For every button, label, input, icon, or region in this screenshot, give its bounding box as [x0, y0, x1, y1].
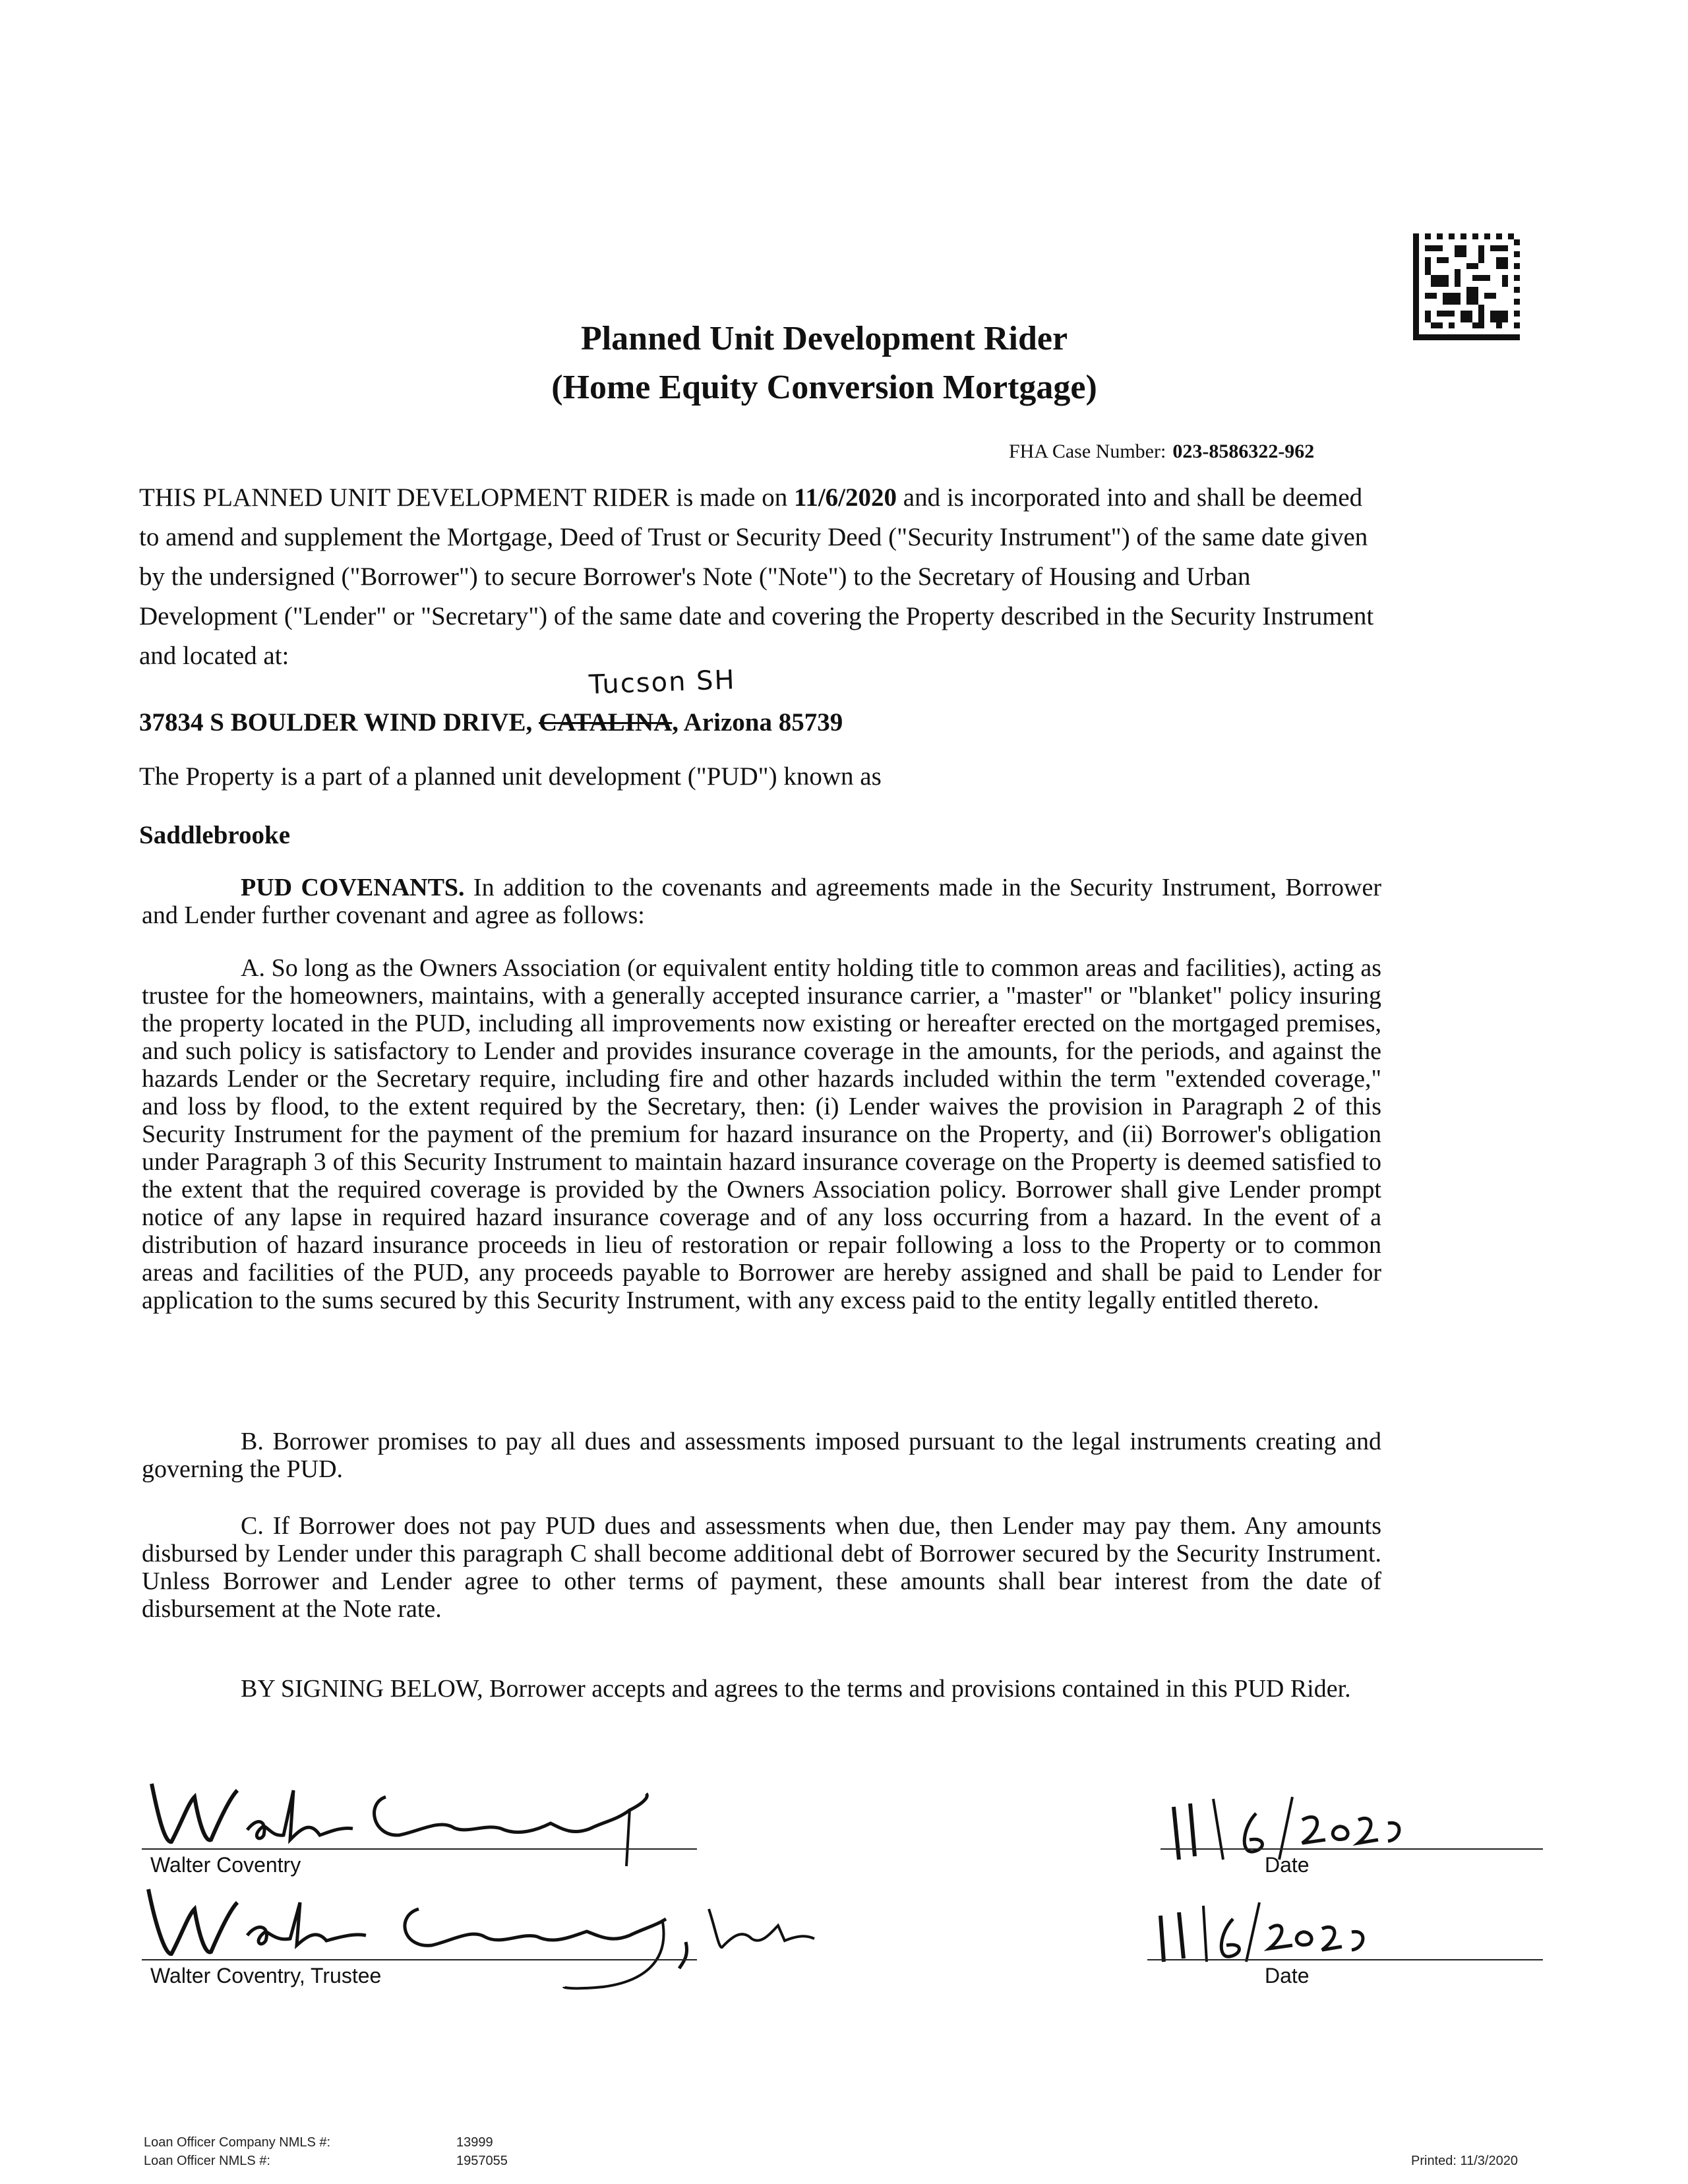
- covenant-b: B. Borrower promises to pay all dues and assessments imposed pursuant to the legal instruments creating and governing the PUD.: [142, 1428, 1381, 1483]
- property-address: 37834 S BOULDER WIND DRIVE, CATALINA, Arizona 85739: [139, 708, 843, 737]
- covenant-c: C. If Borrower does not pay PUD dues and assessments when due, then Lender may pay them. Any amounts disbursed by Lender under this paragraph C shall become additional debt of Borrower secured by the Security Instrument. Unless Borrower and Lender agree to other terms of payment, these amounts shall bear interest from the date of disbursement at the Note rate.: [142, 1512, 1381, 1623]
- footer-officer-label: Loan Officer NMLS #:: [144, 2154, 270, 2168]
- footer-officer-value: 1957055: [456, 2154, 508, 2168]
- signer-name-1: Walter Coventry: [150, 1853, 301, 1877]
- date-line-1: [1160, 1848, 1543, 1850]
- covenant-a: A. So long as the Owners Association (or equivalent entity holding title to common areas and facilities), acting as trustee for the homeowners, maintains, with a generally accepted insurance carrier, a "master" or "blanket" policy insuring the property located in the PUD, including all improvements now existing or hereafter erected on the mortgaged premises, and such policy is satisfactory to Lender and provides insurance coverage in the amounts, for the periods, and against the hazards Lender or the Secretary require, including fire and other hazards included within the term "extended coverage," and loss by flood, to the extent required by the Secretary, then: (i) Lender waives the provision in Paragraph 2 of this Security Instrument for the payment of the premium for hazard insurance on the Property, and (ii) Borrower's obligation under Paragraph 3 of this Security Instrument to maintain hazard insurance coverage on the Property is deemed satisfied to the extent that the required coverage is provided by the Owners Association policy. Borrower shall give Lender prompt notice of any lapse in required hazard insurance coverage and of any loss occurring from a hazard. In the event of a distribution of hazard insurance proceeds in lieu of restoration or repair following a loss to the Property or to common areas and facilities of the PUD, any proceeds payable to Borrower are hereby assigned and shall be paid to Lender for application to the sums secured by this Security Instrument, with any excess paid to the entity legally entitled thereto.: [142, 954, 1381, 1314]
- signature-line-2: [142, 1959, 697, 1960]
- footer-printed-date: Printed: 11/3/2020: [1411, 2154, 1518, 2168]
- document-title: Planned Unit Development Rider: [580, 320, 1068, 357]
- signing-statement: BY SIGNING BELOW, Borrower accepts and agrees to the terms and provisions contained in this PUD Rider.: [241, 1675, 1351, 1703]
- fha-case-number: [1009, 440, 1314, 463]
- covenants-heading: PUD COVENANTS.: [241, 874, 465, 901]
- date-label-2: Date: [1265, 1964, 1310, 1987]
- footer-company-label: Loan Officer Company NMLS #:: [144, 2135, 331, 2150]
- handwritten-city-correction: Tucson SH: [588, 665, 737, 700]
- fha-label: FHA Case Number:: [1009, 440, 1166, 462]
- struck-city: CATALINA: [539, 708, 673, 737]
- date-2-handwritten: [1147, 1896, 1411, 1968]
- date-line-2: [1147, 1959, 1543, 1960]
- pud-name: Saddlebrooke: [139, 821, 291, 849]
- footer-company-value: 13999: [456, 2135, 493, 2150]
- fha-value: 023-8586322-962: [1172, 440, 1315, 462]
- pud-statement: The Property is a part of a planned unit development ("PUD") known as: [139, 762, 882, 791]
- signature-line-1: [142, 1848, 697, 1850]
- covenants-intro: PUD COVENANTS. In addition to the covenants and agreements made in the Security Instrument, Borrower and Lender further covenant and agree as follows:: [142, 874, 1381, 929]
- intro-paragraph: THIS PLANNED UNIT DEVELOPMENT RIDER is made on 11/6/2020 and is incorporated into and shall be deemed to amend and supplement the Mortgage, Deed of Trust or Security Deed ("Security Instrument") of the same date given by the undersigned ("Borrower") to secure Borrower's Note ("Note") to the Secretary of Housing and Urban Development ("Lender" or "Secretary") of the same date and covering the Property described in the Security Instrument and located at:: [139, 483, 1374, 670]
- signer-name-2: Walter Coventry, Trustee: [150, 1964, 382, 1987]
- date-label-1: Date: [1265, 1853, 1310, 1877]
- rider-date: 11/6/2020: [794, 483, 897, 512]
- document-subtitle: (Home Equity Conversion Mortgage): [551, 369, 1097, 406]
